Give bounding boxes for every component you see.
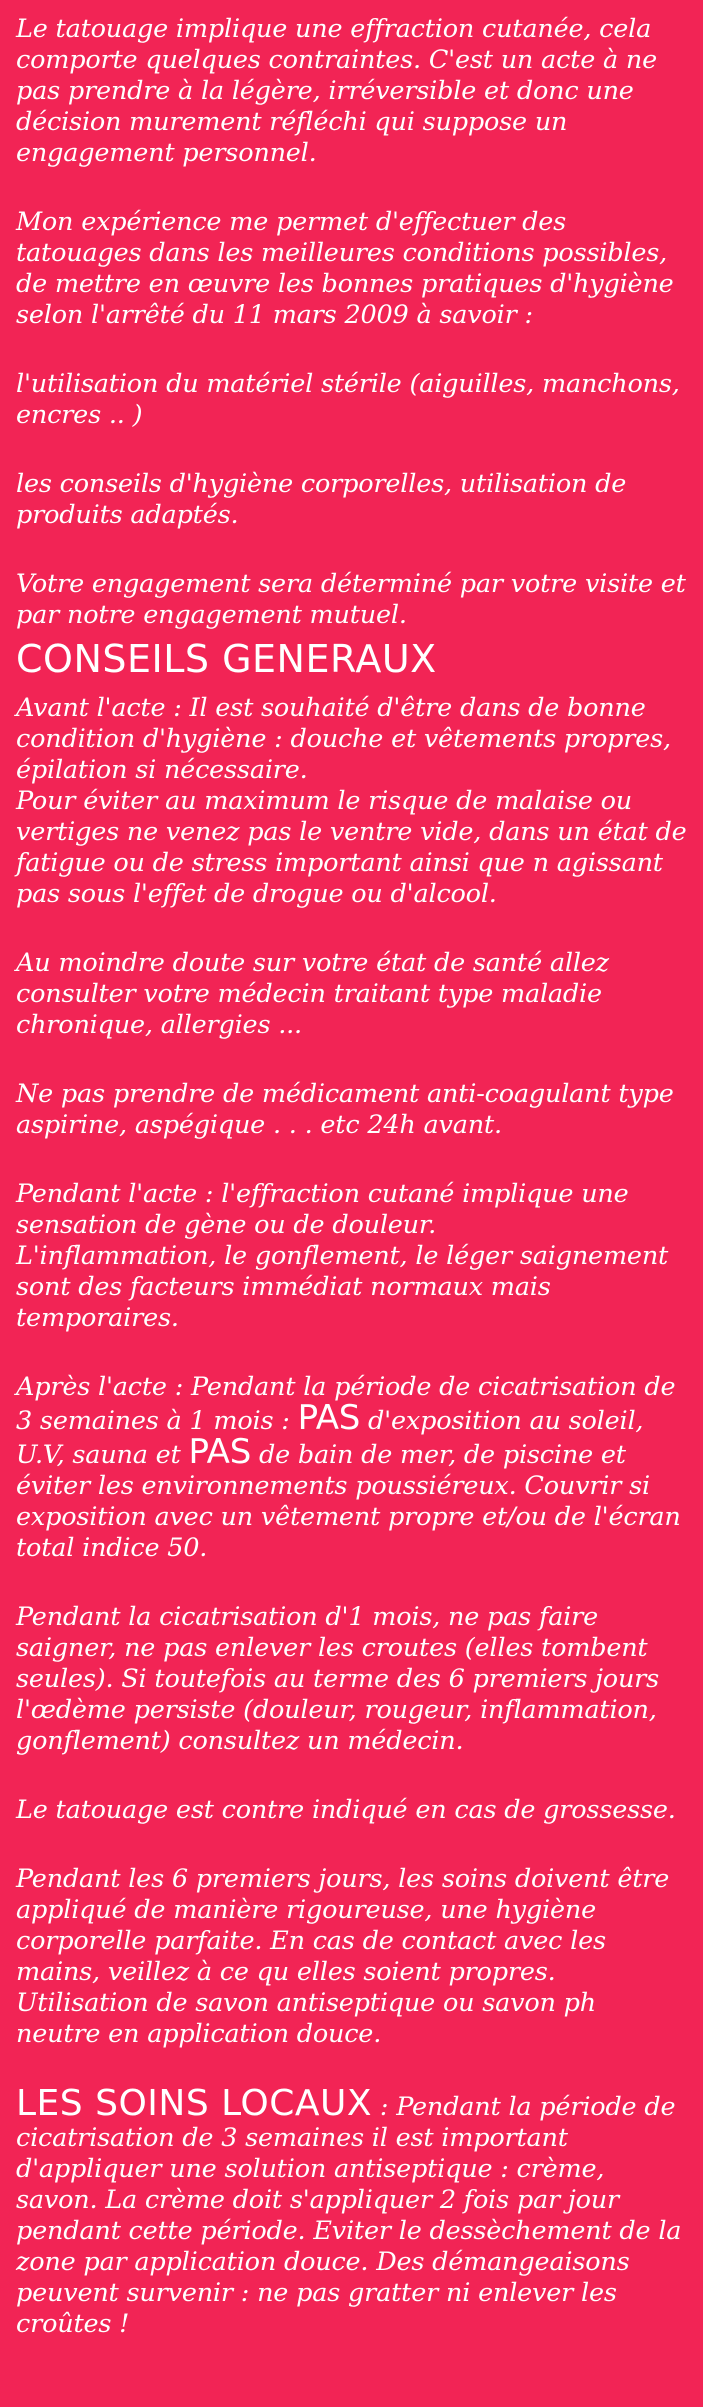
section-heading-local-care: LES SOINS LOCAUX — [16, 2083, 373, 2124]
emphasis-pas-first: PAS — [297, 1398, 361, 1438]
intro-paragraph-experience: Mon expérience me permet d'effectuer des tatouages dans les meilleures conditions possibles, de mettre en œuvre les bonnes pratiques d'hygiène selon l'arrêté du 11 mars 2009 à savoir : — [16, 207, 674, 330]
paragraph-before-session — [16, 693, 687, 910]
emphasis-pas-second: PAS — [188, 1432, 252, 1472]
paragraph-health-doubt: Au moindre doute sur votre état de santé allez consulter votre médecin traitant type maladie chronique, allergies ... — [16, 948, 609, 1040]
after-session-intro: Après l'acte : Pendant la période de cicatrisation de 3 semaines à 1 mois : — [16, 1372, 676, 1436]
paragraph-first-six-days: Pendant les 6 premiers jours, les soins doivent être appliqué de manière rigoureuse, une hygiène corporelle parfaite. En cas de contact avec les mains, veillez à ce qu elles soient propres. Utilisation de savon antiseptique ou savon ph neutre en application douce. — [16, 1864, 670, 2049]
after-session-water: de bain de mer, de piscine et éviter les environnements poussiéreux. Couvrir si exposition avec un vêtement propre et/ou de l'écran total indice 50. — [16, 1440, 681, 1563]
intro-paragraph-mutual-engagement: Votre engagement sera déterminé par votre visite et par notre engagement mutuel. — [16, 569, 686, 630]
local-care-text: : Pendant la période de cicatrisation de 3 semaines il est important d'appliquer une solution antiseptique : crème, savon. La crème doit s'appliquer 2 fois par jour pendant cette période. Eviter le dessèchement de la zone par application douce. Des démangeaisons peuvent survenir : ne pas gratter ni enlever les croûtes ! — [16, 2092, 682, 2339]
during-session-sensation: Pendant l'acte : l'effraction cutané implique une sensation de gène ou de douleur. — [16, 1179, 629, 1240]
before-session-hygiene: Avant l'acte : Il est souhaité d'être dans de bonne condition d'hygiène : douche et vêtements propres, épilation si nécessaire. — [16, 693, 671, 785]
section-heading-general-advice: CONSEILS GENERAUX — [16, 637, 437, 681]
paragraph-local-care — [16, 2083, 687, 2340]
after-session-sun: d'exposition au soleil, U.V, sauna et — [16, 1406, 644, 1470]
paragraph-after-session — [16, 1372, 687, 1564]
paragraph-healing-month: Pendant la cicatrisation d'1 mois, ne pas faire saigner, ne pas enlever les croutes (elles tombent seules). Si toutefois au terme des 6 premiers jours l'œdème persiste (douleur, rougeur, inflammation, gonflement) consultez un médecin. — [16, 1602, 660, 1756]
intro-paragraph-engagement: Le tatouage implique une effraction cutanée, cela comporte quelques contraintes. C'est un acte à ne pas prendre à la légère, irréversible et donc une décision murement réfléchi qui suppose un engagement personnel. — [16, 14, 658, 168]
before-session-wellbeing: Pour éviter au maximum le risque de malaise ou vertiges ne venez pas le ventre vide, dans un état de fatigue ou de stress important ainsi que n agissant pas sous l'effet de drogue ou d'alcool. — [16, 786, 687, 909]
intro-paragraph-sterile-material: l'utilisation du matériel stérile (aiguilles, manchons, encres .. ) — [16, 369, 680, 430]
paragraph-no-anticoagulant: Ne pas prendre de médicament anti-coagulant type aspirine, aspégique . . . etc 24h avant. — [16, 1079, 674, 1140]
during-session-inflammation: L'inflammation, le gonflement, le léger saignement sont des facteurs immédiat normaux mais temporaires. — [16, 1241, 669, 1333]
intro-paragraph-hygiene-advice: les conseils d'hygiène corporelles, utilisation de produits adaptés. — [16, 469, 627, 530]
paragraph-during-session — [16, 1179, 687, 1334]
paragraph-pregnancy: Le tatouage est contre indiqué en cas de grossesse. — [16, 1795, 676, 1825]
